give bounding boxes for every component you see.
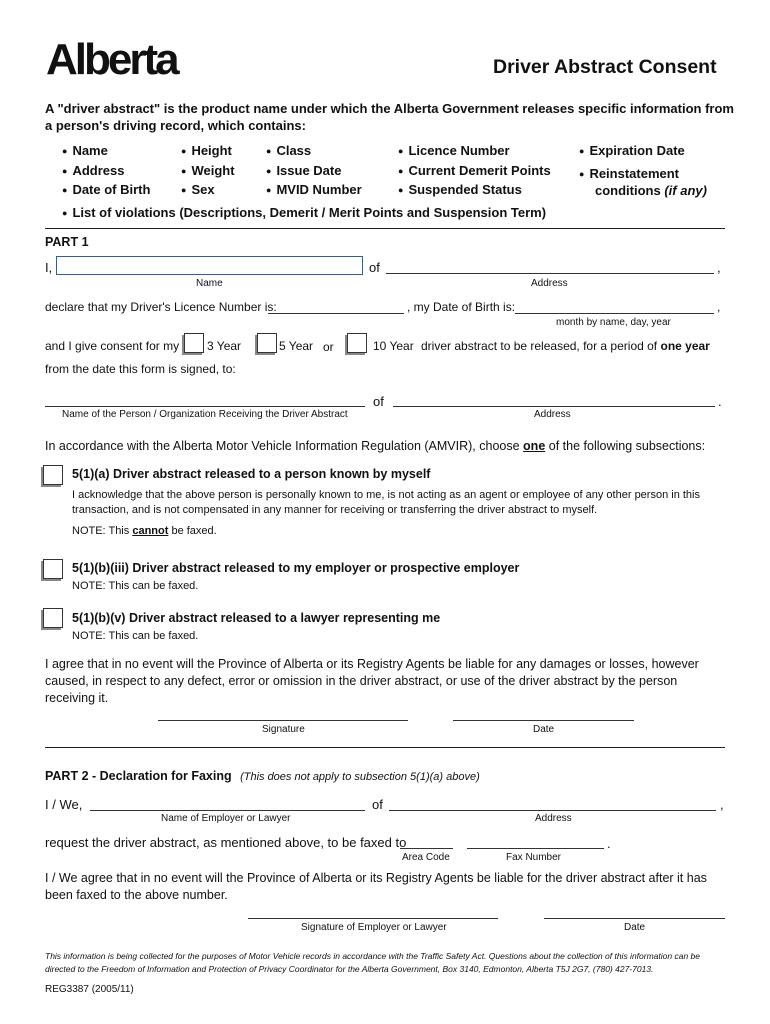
bullet-reinstatement: ● Reinstatement <box>579 166 679 181</box>
period: . <box>607 836 611 851</box>
bullet-demerit-points: ● Current Demerit Points <box>398 163 551 178</box>
divider <box>45 228 725 229</box>
ten-year-checkbox[interactable] <box>347 333 367 353</box>
release-text-main: driver abstract to be released, for a period of <box>421 339 658 353</box>
subsection-b-iii-checkbox[interactable] <box>43 559 63 579</box>
reinstatement-cont <box>595 183 707 198</box>
amvir-post: of the following subsections: <box>548 439 706 453</box>
subsection-b-v-note: NOTE: This can be faxed. <box>72 630 199 642</box>
divider <box>45 747 725 748</box>
bullet-date-of-birth: ● Date of Birth <box>62 182 150 197</box>
date-caption: Date <box>533 724 555 735</box>
request-label: request the driver abstract, as mentioned above, to be faxed to <box>45 835 407 850</box>
iwe-label: I / We, <box>45 797 83 812</box>
dob-label: , my Date of Birth is: <box>407 300 516 314</box>
licence-number-line[interactable] <box>268 313 404 314</box>
address-line[interactable] <box>386 273 714 274</box>
bullet-address: ● Address <box>62 163 124 178</box>
fax-number-caption: Fax Number <box>506 852 562 863</box>
intro-text: A "driver abstract" is the product name under which the Alberta Government releases specific information from a person's driving record, which contains: <box>45 101 734 133</box>
address-caption: Address <box>531 278 568 289</box>
subsection-a-note <box>72 524 217 539</box>
part1-heading: PART 1 <box>45 235 89 249</box>
note-cannot: cannot <box>132 525 169 537</box>
amvir-text <box>45 438 705 455</box>
form-code: REG3387 (2005/11) <box>45 984 134 995</box>
alberta-logo: Alberta <box>46 35 177 84</box>
employer-address-caption: Address <box>535 813 572 824</box>
from-date-text: from the date this form is signed, to: <box>45 362 236 376</box>
five-year-checkbox[interactable] <box>257 333 277 353</box>
fax-agree-text: I / We agree that in no event will the Province of Alberta or its Registry Agents be liable for the driver abstract after it has been faxed to the above number. <box>45 871 707 902</box>
comma: , <box>717 260 721 275</box>
dob-line[interactable] <box>515 313 714 314</box>
subsection-b-iii-title: 5(1)(b)(iii) Driver abstract released to my employer or prospective employer <box>72 561 520 575</box>
subsection-a-text: I acknowledge that the above person is personally known to me, is not acting as an agent or employee of any other person in this transaction, and is not compensated in any manner for receiving or transferring the driver abstract to myself. <box>72 489 700 516</box>
consent-label: and I give consent for my <box>45 339 180 353</box>
part2-heading <box>45 767 480 785</box>
reinstatement-note: (if any) <box>664 183 707 198</box>
employer-caption: Name of Employer or Lawyer <box>161 813 291 824</box>
signature-line[interactable] <box>158 720 408 721</box>
amvir-pre: In accordance with the Alberta Motor Vehicle Information Regulation (AMVIR), choose <box>45 439 520 453</box>
form-title: Driver Abstract Consent <box>493 56 717 78</box>
part2-heading-text: PART 2 - Declaration for Faxing <box>45 769 232 783</box>
subsection-a-title: 5(1)(a) Driver abstract released to a person known by myself <box>72 467 431 481</box>
of-label: of <box>369 260 380 275</box>
subsection-a-checkbox[interactable] <box>43 465 63 485</box>
employer-date-caption: Date <box>624 922 646 933</box>
of-label: of <box>372 797 383 812</box>
note-post: be faxed. <box>171 525 217 537</box>
name-caption: Name <box>196 278 223 289</box>
comma: , <box>720 797 724 812</box>
recipient-address-caption: Address <box>534 409 571 420</box>
area-code-line[interactable] <box>400 848 453 849</box>
subsection-b-v-checkbox[interactable] <box>43 608 63 628</box>
or-label: or <box>323 340 334 354</box>
bullet-sex: ● Sex <box>181 182 215 197</box>
bullet-class: ● Class <box>266 143 311 158</box>
comma: , <box>717 300 721 314</box>
name-field[interactable] <box>56 256 363 275</box>
liability-text: I agree that in no event will the Province of Alberta or its Registry Agents be liable for any damages or losses, however caused, in respect to any defect, error or omission in the driver abstract, or use of the driver abstract by the person receiving it. <box>45 657 699 705</box>
date-line[interactable] <box>453 720 634 721</box>
bullet-issue-date: ● Issue Date <box>266 163 341 178</box>
bullet-licence-number: ● Licence Number <box>398 143 510 158</box>
bullet-weight: ● Weight <box>181 163 235 178</box>
recipient-line[interactable] <box>45 406 365 407</box>
employer-signature-line[interactable] <box>248 918 498 919</box>
three-year-label: 3 Year <box>207 339 242 353</box>
recipient-address-line[interactable] <box>393 406 715 407</box>
employer-address-line[interactable] <box>389 810 716 811</box>
three-year-checkbox[interactable] <box>184 333 204 353</box>
of-label: of <box>373 394 384 409</box>
bullet-name: ● Name <box>62 143 108 158</box>
bullet-height: ● Height <box>181 143 232 158</box>
period: . <box>718 394 722 409</box>
part2-heading-note: (This does not apply to subsection 5(1)(a) above) <box>240 771 480 783</box>
subsection-b-iii-note: NOTE: This can be faxed. <box>72 580 199 592</box>
employer-signature-caption: Signature of Employer or Lawyer <box>301 922 447 933</box>
ten-year-label: 10 Year <box>373 339 414 353</box>
reinstatement-cont-text: conditions <box>595 183 661 198</box>
note-pre: NOTE: This <box>72 525 130 537</box>
employer-name-line[interactable] <box>90 810 365 811</box>
release-text <box>421 339 710 353</box>
one-year-text: one year <box>660 339 710 353</box>
five-year-label: 5 Year <box>279 339 314 353</box>
signature-caption: Signature <box>262 724 305 735</box>
dob-caption: month by name, day, year <box>556 317 671 328</box>
declare-label: declare that my Driver's Licence Number is: <box>45 300 277 314</box>
recipient-caption: Name of the Person / Organization Receiving the Driver Abstract <box>62 409 348 420</box>
bullet-violations: ● List of violations (Descriptions, Demerit / Merit Points and Suspension Term) <box>62 205 546 220</box>
area-code-caption: Area Code <box>402 852 450 863</box>
fax-number-line[interactable] <box>467 848 604 849</box>
i-label: I, <box>45 260 53 275</box>
bullet-mvid-number: ● MVID Number <box>266 182 362 197</box>
bullet-suspended-status: ● Suspended Status <box>398 182 522 197</box>
bullet-expiration-date: ● Expiration Date <box>579 143 685 158</box>
amvir-one: one <box>523 439 546 453</box>
employer-date-line[interactable] <box>544 918 725 919</box>
privacy-notice: This information is being collected for the purposes of Motor Vehicle records in accordance with the Traffic Safety Act. Questions about the collection of this information can be directed to the Freedom of Information and Protection of Privacy Coordinator for the Alberta Government, Box 3140, Edmonton, Alberta T5J 2G7, (780) 427-7013. <box>45 951 700 974</box>
subsection-b-v-title: 5(1)(b)(v) Driver abstract released to a lawyer representing me <box>72 611 441 625</box>
